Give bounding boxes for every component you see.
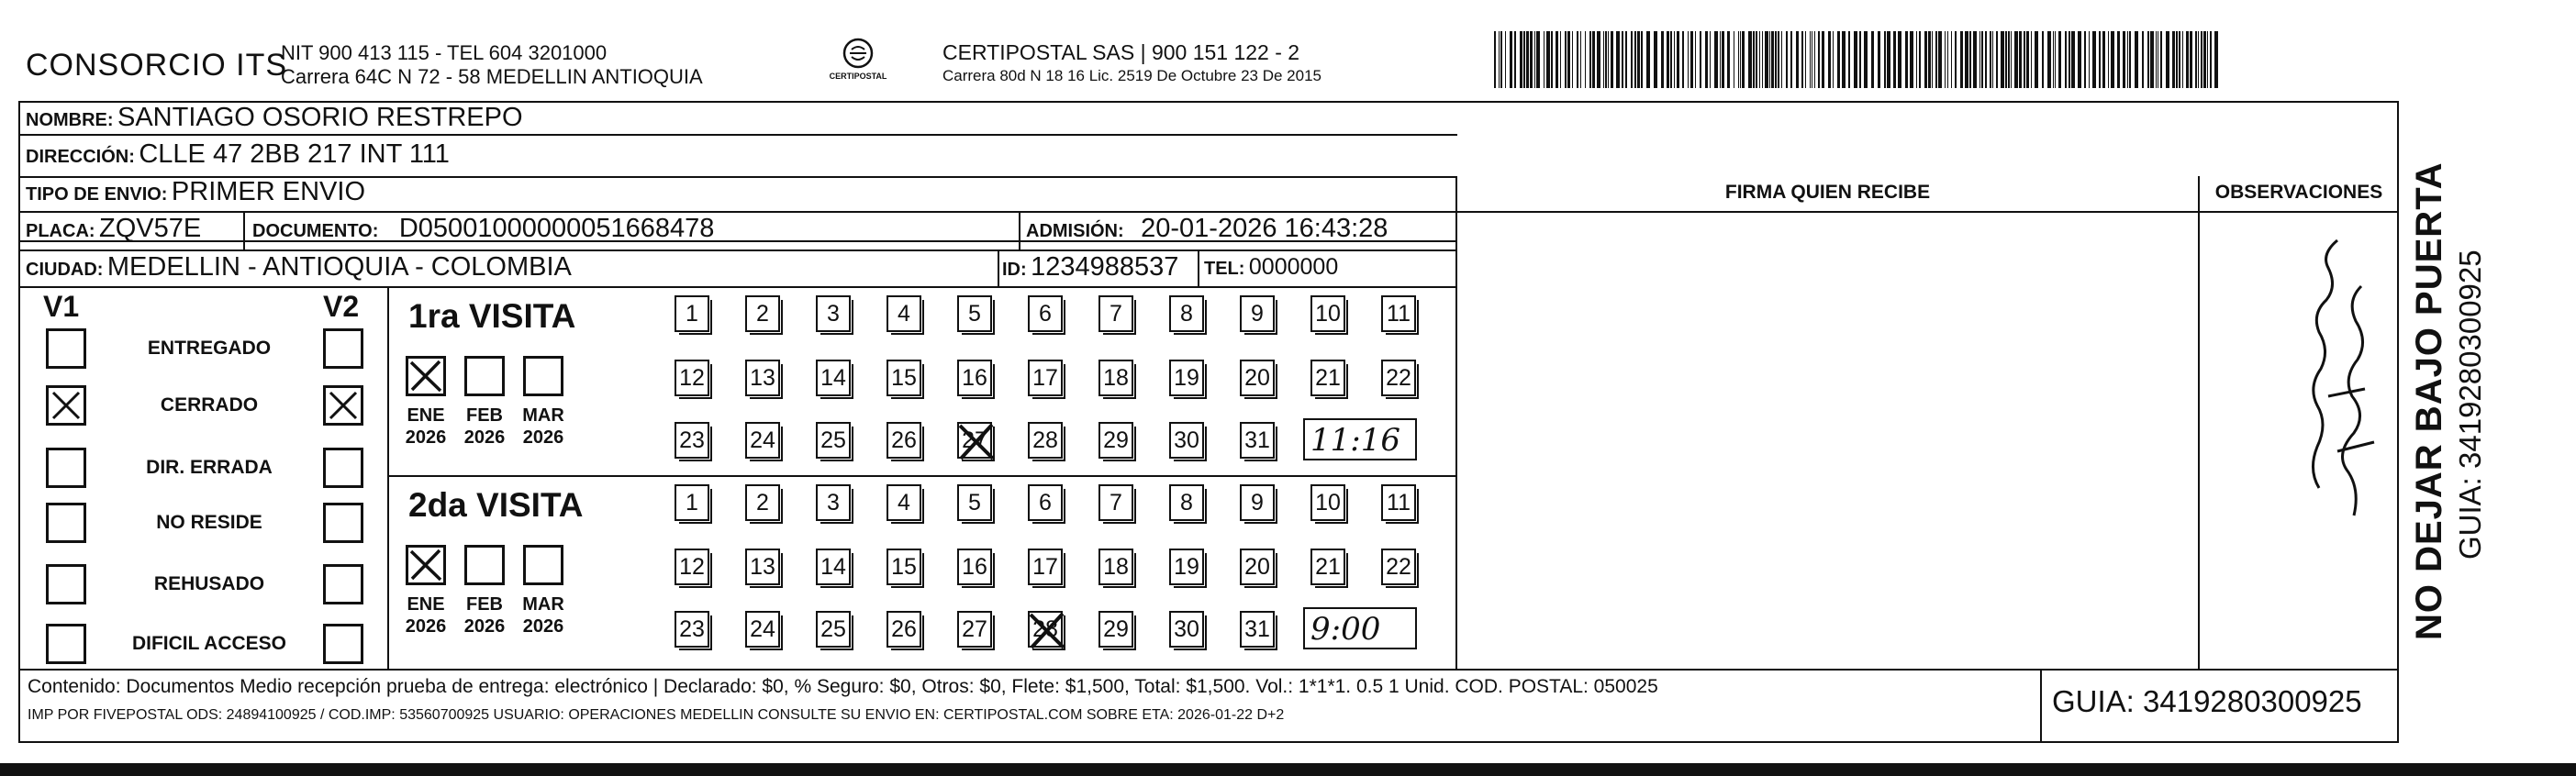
day-number: 23 — [679, 427, 705, 453]
day-box[interactable] — [745, 422, 780, 459]
status-v1-checkbox[interactable] — [46, 385, 86, 426]
day-box[interactable] — [1098, 422, 1133, 459]
month-year: 2026 — [405, 427, 447, 448]
day-number: 28 — [1032, 427, 1058, 453]
day-box[interactable] — [675, 484, 709, 521]
month-name: FEB — [466, 594, 503, 615]
visit-time-box[interactable] — [1303, 418, 1417, 460]
direccion-label: DIRECCIÓN: — [26, 147, 135, 167]
day-number: 25 — [820, 427, 846, 453]
day-number: 11 — [1387, 301, 1411, 327]
day-number: 1 — [686, 301, 698, 327]
barcode — [1494, 31, 2221, 88]
nombre-value: SANTIAGO OSORIO RESTREPO — [117, 103, 523, 132]
side-guia: GUIA: 3419280300925 — [2453, 249, 2487, 560]
day-number: 15 — [891, 365, 917, 391]
footer-guia: GUIA: 3419280300925 — [2052, 684, 2362, 718]
v1-label: V1 — [43, 290, 80, 323]
day-number: 3 — [827, 490, 840, 515]
day-number: 7 — [1110, 301, 1122, 327]
nombre-row — [26, 103, 523, 137]
status-label: DIFICIL ACCESO — [131, 633, 286, 654]
placa-row — [26, 214, 201, 248]
day-box[interactable] — [1169, 484, 1204, 521]
month-checkbox[interactable] — [523, 545, 563, 585]
day-number: 16 — [962, 554, 987, 580]
id-label: ID: — [1002, 260, 1027, 280]
visit-time: 11:16 — [1310, 422, 1400, 459]
day-box[interactable] — [1169, 360, 1204, 396]
day-box[interactable] — [887, 295, 921, 332]
day-box[interactable] — [887, 611, 921, 648]
day-box[interactable] — [1169, 422, 1204, 459]
day-box[interactable] — [675, 422, 709, 459]
day-number: 17 — [1032, 554, 1058, 580]
day-number: 30 — [1174, 616, 1199, 642]
day-box[interactable] — [1098, 295, 1133, 332]
month-checkbox[interactable] — [406, 545, 446, 585]
day-number: 3 — [827, 301, 840, 327]
day-number: 21 — [1315, 365, 1341, 391]
company-address: Carrera 64C N 72 - 58 MEDELLIN ANTIOQUIA — [281, 65, 703, 88]
day-number: 14 — [820, 554, 846, 580]
day-box[interactable] — [1310, 549, 1345, 585]
day-box[interactable] — [745, 295, 780, 332]
day-number: 23 — [679, 616, 705, 642]
id-value: 1234988537 — [1031, 252, 1179, 282]
day-check-mark — [1028, 611, 1066, 660]
day-number: 19 — [1174, 365, 1199, 391]
ciudad-row — [26, 252, 572, 286]
certipostal-logo-icon — [817, 37, 899, 92]
day-number: 9 — [1251, 301, 1264, 327]
day-box[interactable] — [675, 295, 709, 332]
footer-contenido: Contenido: Documentos Medio recepción prueba de entrega: electrónico | Declarado: $0, % Seguro: $0, Otros: $0, Flete: $1,500, Total: $1,500. Vol.: 1*1*1. 0.5 1 Unid. COD. POSTAL: 050025 — [28, 676, 1658, 697]
month-checkbox[interactable] — [406, 356, 446, 396]
day-box[interactable] — [745, 360, 780, 396]
day-box[interactable] — [675, 549, 709, 585]
direccion-row — [26, 139, 450, 173]
day-box[interactable] — [1381, 484, 1416, 521]
status-v1-checkbox[interactable] — [46, 624, 86, 664]
day-box[interactable] — [957, 295, 992, 332]
day-box[interactable] — [957, 484, 992, 521]
day-box[interactable] — [957, 422, 992, 459]
day-box[interactable] — [745, 484, 780, 521]
admision-label: ADMISIÓN: — [1026, 221, 1124, 241]
day-box[interactable] — [1240, 484, 1275, 521]
day-box[interactable] — [1028, 484, 1063, 521]
v2-label: V2 — [323, 290, 360, 323]
tipo-value: PRIMER ENVIO — [171, 177, 366, 206]
tel-row — [1204, 252, 1338, 285]
day-number: 7 — [1110, 490, 1122, 515]
day-number: 5 — [968, 301, 981, 327]
day-box[interactable] — [745, 549, 780, 585]
day-box[interactable] — [1381, 295, 1416, 332]
day-box[interactable] — [1169, 295, 1204, 332]
day-number: 22 — [1386, 554, 1411, 580]
day-box[interactable] — [887, 549, 921, 585]
day-number: 18 — [1103, 365, 1129, 391]
logo-text: CERTIPOSTAL — [829, 72, 887, 81]
month-year: 2026 — [463, 616, 506, 637]
day-number: 4 — [898, 490, 910, 515]
day-number: 27 — [962, 616, 987, 642]
status-label: DIR. ERRADA — [146, 457, 273, 478]
status-v2-checkbox[interactable] — [323, 328, 363, 369]
company-name: CONSORCIO ITS — [26, 48, 288, 83]
day-number: 12 — [679, 554, 705, 580]
month-checkbox[interactable] — [464, 545, 505, 585]
status-v1-checkbox[interactable] — [46, 448, 86, 488]
status-label: ENTREGADO — [147, 338, 272, 359]
day-number: 30 — [1174, 427, 1199, 453]
month-name: MAR — [522, 594, 564, 615]
direccion-value: CLLE 47 2BB 217 INT 111 — [139, 139, 450, 169]
day-number: 1 — [686, 490, 698, 515]
tel-label: TEL: — [1204, 259, 1245, 279]
day-box[interactable] — [1240, 295, 1275, 332]
day-number: 24 — [750, 616, 775, 642]
status-v2-checkbox[interactable] — [323, 564, 363, 604]
day-number: 6 — [1039, 301, 1052, 327]
day-box[interactable] — [745, 611, 780, 648]
status-v2-checkbox[interactable] — [323, 503, 363, 543]
day-box[interactable] — [1310, 295, 1345, 332]
status-v2-checkbox[interactable] — [323, 448, 363, 488]
day-box[interactable] — [816, 422, 851, 459]
day-number: 12 — [679, 365, 705, 391]
documento-label: DOCUMENTO: — [252, 221, 379, 241]
day-number: 26 — [891, 427, 917, 453]
tipo-label: TIPO DE ENVIO: — [26, 184, 168, 205]
day-number: 28 — [1032, 616, 1058, 642]
month-name: FEB — [466, 405, 503, 426]
month-checkbox[interactable] — [523, 356, 563, 396]
day-box[interactable] — [1028, 549, 1063, 585]
day-box[interactable] — [1310, 360, 1345, 396]
placa-label: PLACA: — [26, 221, 95, 241]
day-number: 13 — [750, 365, 775, 391]
day-number: 10 — [1315, 490, 1341, 515]
day-box[interactable] — [675, 360, 709, 396]
status-label: REHUSADO — [153, 573, 265, 594]
day-number: 15 — [891, 554, 917, 580]
day-box[interactable] — [1240, 360, 1275, 396]
nombre-label: NOMBRE: — [26, 110, 114, 130]
day-number: 10 — [1315, 301, 1341, 327]
day-number: 20 — [1244, 365, 1270, 391]
day-number: 11 — [1387, 490, 1411, 515]
month-year: 2026 — [463, 427, 506, 448]
observaciones-header: OBSERVACIONES — [2214, 182, 2383, 203]
day-box[interactable] — [887, 360, 921, 396]
admision-row — [1026, 214, 1388, 248]
tel-value: 0000000 — [1248, 254, 1339, 280]
day-check-mark — [957, 422, 996, 471]
side-warning: NO DEJAR BAJO PUERTA — [2409, 161, 2449, 640]
firma-header: FIRMA QUIEN RECIBE — [1724, 182, 1931, 203]
day-box[interactable] — [1240, 611, 1275, 648]
day-box[interactable] — [1028, 611, 1063, 648]
day-number: 2 — [756, 490, 769, 515]
day-number: 21 — [1315, 554, 1341, 580]
day-number: 26 — [891, 616, 917, 642]
placa-value: ZQV57E — [99, 214, 202, 243]
day-number: 18 — [1103, 554, 1129, 580]
day-number: 29 — [1103, 616, 1129, 642]
visit-time: 9:00 — [1310, 611, 1381, 648]
month-year: 2026 — [405, 616, 447, 637]
day-box[interactable] — [1098, 549, 1133, 585]
day-box[interactable] — [887, 484, 921, 521]
day-box[interactable] — [1098, 611, 1133, 648]
day-box[interactable] — [1098, 484, 1133, 521]
visit-time-box[interactable] — [1303, 607, 1417, 649]
tipo-row — [26, 177, 365, 211]
certipostal-line: CERTIPOSTAL SAS | 900 151 122 - 2 — [942, 40, 1300, 64]
day-number: 5 — [968, 490, 981, 515]
day-box[interactable] — [887, 422, 921, 459]
month-name: ENE — [407, 405, 445, 426]
day-number: 6 — [1039, 490, 1052, 515]
company-nit: NIT 900 413 115 - TEL 604 3201000 — [281, 41, 608, 64]
day-box[interactable] — [1169, 549, 1204, 585]
day-box[interactable] — [1028, 295, 1063, 332]
day-number: 20 — [1244, 554, 1270, 580]
month-name: ENE — [407, 594, 445, 615]
status-v2-checkbox[interactable] — [323, 385, 363, 426]
day-box[interactable] — [957, 360, 992, 396]
day-box[interactable] — [1169, 611, 1204, 648]
signature-area[interactable] — [1457, 213, 2196, 668]
day-box[interactable] — [1240, 422, 1275, 459]
documento-row — [252, 214, 714, 248]
page-bottom-edge — [0, 763, 2576, 776]
day-box[interactable] — [1240, 549, 1275, 585]
day-box[interactable] — [1098, 360, 1133, 396]
day-number: 29 — [1103, 427, 1129, 453]
documento-value: D05001000000051668478 — [398, 214, 715, 243]
status-v1-checkbox[interactable] — [46, 328, 86, 369]
day-number: 16 — [962, 365, 987, 391]
month-name: MAR — [522, 405, 564, 426]
day-number: 27 — [962, 427, 987, 453]
day-number: 17 — [1032, 365, 1058, 391]
certipostal-address: Carrera 80d N 18 16 Lic. 2519 De Octubre 23 De 2015 — [942, 67, 1321, 84]
status-v1-checkbox[interactable] — [46, 564, 86, 604]
day-box[interactable] — [1310, 484, 1345, 521]
month-year: 2026 — [522, 427, 564, 448]
ciudad-label: CIUDAD: — [26, 260, 104, 280]
month-year: 2026 — [522, 616, 564, 637]
day-number: 2 — [756, 301, 769, 327]
day-box[interactable] — [816, 360, 851, 396]
day-box[interactable] — [816, 295, 851, 332]
day-number: 31 — [1244, 427, 1270, 453]
status-label: NO RESIDE — [156, 512, 262, 533]
status-label: CERRADO — [160, 394, 259, 416]
day-box[interactable] — [675, 611, 709, 648]
month-checkbox[interactable] — [464, 356, 505, 396]
day-box[interactable] — [816, 484, 851, 521]
day-box[interactable] — [816, 611, 851, 648]
id-row — [1002, 252, 1178, 286]
status-v2-checkbox[interactable] — [323, 624, 363, 664]
day-number: 4 — [898, 301, 910, 327]
day-number: 14 — [820, 365, 846, 391]
visit-title: 2da VISITA — [408, 486, 584, 524]
day-number: 19 — [1174, 554, 1199, 580]
day-number: 24 — [750, 427, 775, 453]
day-number: 25 — [820, 616, 846, 642]
day-box[interactable] — [957, 549, 992, 585]
day-box[interactable] — [1381, 360, 1416, 396]
observaciones-handwritten — [2200, 213, 2398, 668]
status-v1-checkbox[interactable] — [46, 503, 86, 543]
ciudad-value: MEDELLIN - ANTIOQUIA - COLOMBIA — [106, 252, 572, 282]
day-box[interactable] — [1028, 422, 1063, 459]
day-box[interactable] — [957, 611, 992, 648]
day-number: 8 — [1180, 301, 1193, 327]
day-box[interactable] — [816, 549, 851, 585]
day-number: 8 — [1180, 490, 1193, 515]
day-number: 13 — [750, 554, 775, 580]
visit-title: 1ra VISITA — [408, 297, 576, 335]
admision-value: 20-01-2026 16:43:28 — [1141, 214, 1388, 243]
day-number: 22 — [1386, 365, 1411, 391]
day-box[interactable] — [1028, 360, 1063, 396]
footer-imp: IMP POR FIVEPOSTAL ODS: 24894100925 / COD.IMP: 53560700925 USUARIO: OPERACIONES MEDELLIN CONSULTE SU ENVIO EN: CERTIPOSTAL.COM SOBRE ETA: 2026-01-22 D+2 — [28, 707, 1285, 723]
day-box[interactable] — [1381, 549, 1416, 585]
day-number: 31 — [1244, 616, 1270, 642]
day-number: 9 — [1251, 490, 1264, 515]
